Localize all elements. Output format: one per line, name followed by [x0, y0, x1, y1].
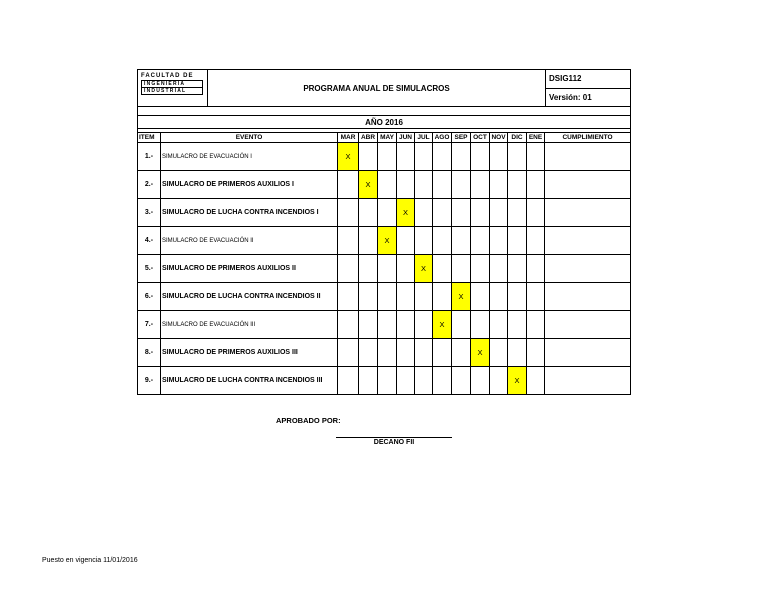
- header-table: [137, 69, 631, 133]
- logo-cell: [138, 70, 208, 107]
- month-header: JUN: [397, 133, 415, 143]
- month-cell: [490, 311, 508, 339]
- month-cell: [338, 171, 359, 199]
- month-cell: [452, 367, 471, 395]
- compliance-header: CUMPLIMIENTO: [545, 133, 631, 143]
- faculty-logo: [141, 73, 208, 101]
- compliance-cell: [545, 367, 631, 395]
- month-cell: [527, 171, 545, 199]
- month-cell: [508, 143, 527, 171]
- month-header: ENE: [527, 133, 545, 143]
- month-cell: [397, 283, 415, 311]
- schedule-table: [137, 132, 631, 395]
- month-cell: [359, 199, 378, 227]
- table-row: [138, 199, 631, 227]
- month-cell: [471, 283, 490, 311]
- event-name: SIMULACRO DE EVACUACIÓN III: [161, 311, 338, 339]
- month-cell: [471, 171, 490, 199]
- logo-line-2: INGENIERÍA: [141, 80, 203, 87]
- table-row: [138, 143, 631, 171]
- month-cell: [338, 199, 359, 227]
- month-cell: [508, 283, 527, 311]
- effective-date-footer: Puesto en vigencia 11/01/2016: [42, 557, 138, 564]
- month-cell: [415, 143, 433, 171]
- month-cell: [490, 255, 508, 283]
- event-name: SIMULACRO DE PRIMEROS AUXILIOS II: [161, 255, 338, 283]
- month-cell: [490, 171, 508, 199]
- row-number: 5.-: [138, 255, 161, 283]
- month-cell: [378, 143, 397, 171]
- month-cell: [415, 311, 433, 339]
- month-cell: [359, 143, 378, 171]
- table-row: [138, 283, 631, 311]
- month-cell: [338, 255, 359, 283]
- month-cell: [415, 227, 433, 255]
- month-cell: [397, 255, 415, 283]
- month-cell: [508, 199, 527, 227]
- month-cell: [490, 227, 508, 255]
- table-row: [138, 311, 631, 339]
- month-cell: [338, 339, 359, 367]
- month-cell: [452, 311, 471, 339]
- event-name: SIMULACRO DE LUCHA CONTRA INCENDIOS III: [161, 367, 338, 395]
- blank-row: [138, 107, 631, 116]
- document-sheet: [137, 69, 630, 395]
- month-header: NOV: [491, 134, 506, 141]
- month-header: SEP: [452, 133, 471, 143]
- month-cell: [490, 367, 508, 395]
- month-cell: [527, 283, 545, 311]
- month-header: ABR: [359, 133, 378, 143]
- signer-label: DECANO FII: [373, 439, 415, 446]
- month-cell: [527, 227, 545, 255]
- month-header: DIC: [508, 133, 527, 143]
- event-name: SIMULACRO DE LUCHA CONTRA INCENDIOS II: [161, 283, 338, 311]
- month-cell: [527, 143, 545, 171]
- event-header: EVENTO: [161, 133, 338, 143]
- logo-line-1: FACULTAD DE: [141, 73, 194, 79]
- document-title: PROGRAMA ANUAL DE SIMULACROS: [208, 70, 546, 107]
- month-cell: [359, 255, 378, 283]
- month-cell: [378, 367, 397, 395]
- table-row: [138, 367, 631, 395]
- table-row: [138, 227, 631, 255]
- month-cell: [397, 171, 415, 199]
- row-number: 2.-: [138, 171, 161, 199]
- month-cell: [452, 171, 471, 199]
- compliance-cell: [545, 255, 631, 283]
- event-name: SIMULACRO DE EVACUACIÓN I: [161, 143, 338, 171]
- compliance-cell: [545, 199, 631, 227]
- table-row: [138, 339, 631, 367]
- compliance-cell: [545, 339, 631, 367]
- schedule-body: [138, 143, 631, 395]
- compliance-cell: [545, 171, 631, 199]
- compliance-cell: [545, 143, 631, 171]
- logo-line-3: INDUSTRIAL: [141, 87, 203, 95]
- row-number: 7.-: [138, 311, 161, 339]
- month-cell: [359, 311, 378, 339]
- month-cell: [433, 255, 452, 283]
- month-cell: [338, 367, 359, 395]
- month-cell: [415, 367, 433, 395]
- month-cell: [452, 339, 471, 367]
- month-cell: [415, 283, 433, 311]
- scheduled-month-mark: X: [452, 283, 471, 311]
- signature-line: [336, 437, 452, 438]
- scheduled-month-mark: X: [415, 255, 433, 283]
- month-cell: [415, 339, 433, 367]
- month-cell: [508, 255, 527, 283]
- month-cell: [397, 227, 415, 255]
- month-cell: [508, 227, 527, 255]
- month-cell: [415, 199, 433, 227]
- month-cell: [527, 311, 545, 339]
- month-header: JUL: [415, 133, 433, 143]
- month-cell: [471, 367, 490, 395]
- compliance-cell: [545, 283, 631, 311]
- month-cell: [359, 283, 378, 311]
- event-name: SIMULACRO DE PRIMEROS AUXILIOS I: [161, 171, 338, 199]
- month-cell: [490, 283, 508, 311]
- month-cell: [508, 339, 527, 367]
- month-cell: [527, 199, 545, 227]
- document-code: DSIG112: [546, 70, 631, 89]
- month-cell: [471, 311, 490, 339]
- scheduled-month-mark: X: [508, 367, 527, 395]
- row-number: 3.-: [138, 199, 161, 227]
- month-cell: [338, 283, 359, 311]
- scheduled-month-mark: X: [338, 143, 359, 171]
- month-cell: [378, 255, 397, 283]
- month-cell: [471, 143, 490, 171]
- month-cell: [490, 339, 508, 367]
- month-cell: [378, 311, 397, 339]
- scheduled-month-mark: X: [359, 171, 378, 199]
- year-label: AÑO 2016: [138, 116, 631, 129]
- month-cell: [359, 227, 378, 255]
- table-row: [138, 255, 631, 283]
- month-header: OCT: [471, 133, 490, 143]
- event-name: SIMULACRO DE EVACUACIÓN II: [161, 227, 338, 255]
- row-number: 8.-: [138, 339, 161, 367]
- month-cell: [433, 143, 452, 171]
- row-number: 4.-: [138, 227, 161, 255]
- month-cell: [359, 367, 378, 395]
- month-cell: [452, 143, 471, 171]
- month-cell: [338, 311, 359, 339]
- compliance-cell: [545, 227, 631, 255]
- month-cell: [415, 171, 433, 199]
- event-name: SIMULACRO DE PRIMEROS AUXILIOS III: [161, 339, 338, 367]
- table-row: [138, 171, 631, 199]
- month-cell: [490, 199, 508, 227]
- month-cell: [471, 255, 490, 283]
- compliance-cell: [545, 311, 631, 339]
- row-number: 6.-: [138, 283, 161, 311]
- document-version: Versión: 01: [546, 88, 631, 107]
- row-number: 1.-: [138, 143, 161, 171]
- month-cell: [471, 227, 490, 255]
- month-cell: [490, 143, 508, 171]
- month-cell: [397, 311, 415, 339]
- scheduled-month-mark: X: [471, 339, 490, 367]
- month-cell: [471, 199, 490, 227]
- month-cell: [397, 339, 415, 367]
- month-cell: [397, 367, 415, 395]
- month-cell: [527, 255, 545, 283]
- scheduled-month-mark: X: [378, 227, 397, 255]
- approved-by-label: APROBADO POR:: [276, 416, 341, 425]
- month-cell: [452, 199, 471, 227]
- month-cell: [433, 283, 452, 311]
- month-cell: [527, 367, 545, 395]
- month-cell: [508, 171, 527, 199]
- month-header: MAR: [338, 133, 359, 143]
- month-cell: [378, 339, 397, 367]
- month-cell: [452, 227, 471, 255]
- month-cell: [452, 255, 471, 283]
- month-cell: [378, 171, 397, 199]
- month-cell: [378, 283, 397, 311]
- month-header: AGO: [433, 133, 452, 143]
- month-cell: [433, 339, 452, 367]
- item-header: ITEM: [138, 133, 161, 143]
- event-name: SIMULACRO DE LUCHA CONTRA INCENDIOS I: [161, 199, 338, 227]
- scheduled-month-mark: X: [397, 199, 415, 227]
- month-cell: [433, 367, 452, 395]
- month-cell: [338, 227, 359, 255]
- scheduled-month-mark: X: [433, 311, 452, 339]
- month-cell: [527, 339, 545, 367]
- month-cell: [433, 171, 452, 199]
- month-cell: [359, 339, 378, 367]
- month-cell: [433, 199, 452, 227]
- table-header-row: [138, 133, 631, 143]
- month-cell: [378, 199, 397, 227]
- row-number: 9.-: [138, 367, 161, 395]
- month-cell: [508, 311, 527, 339]
- month-cell: [433, 227, 452, 255]
- month-header: MAY: [378, 133, 397, 143]
- month-cell: [397, 143, 415, 171]
